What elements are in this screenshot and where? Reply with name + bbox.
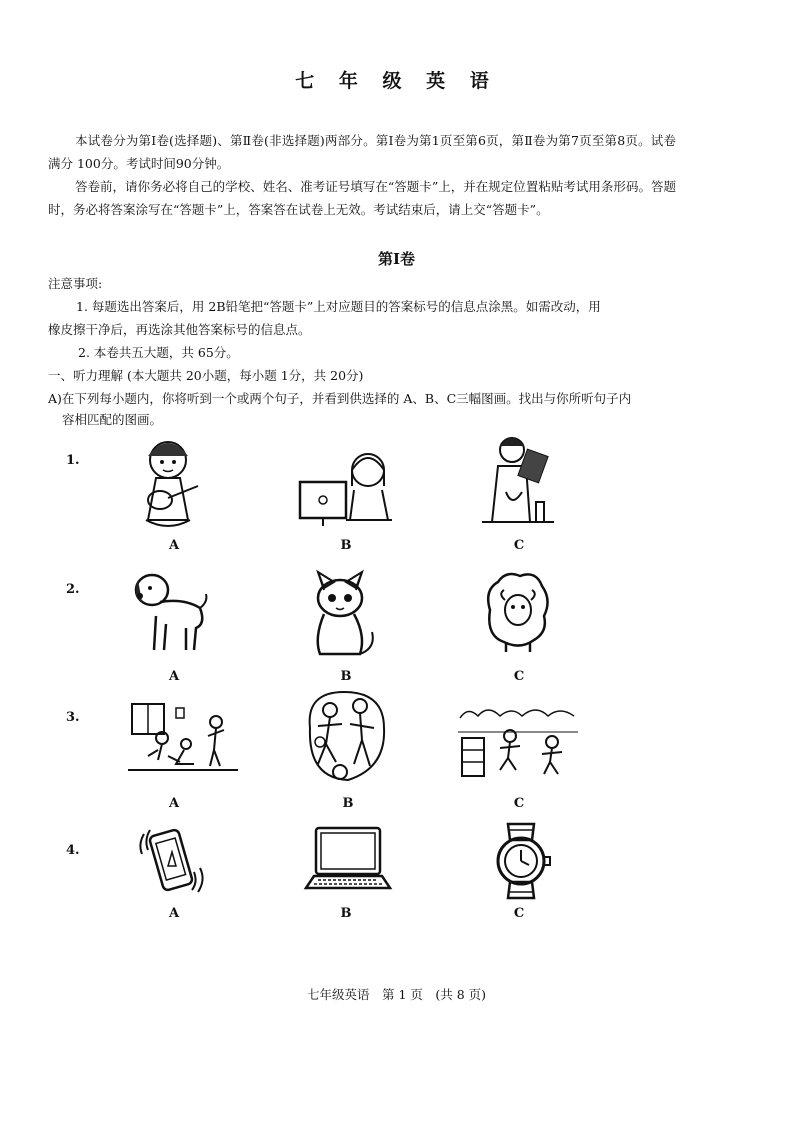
question-number: 4. <box>66 843 80 858</box>
woman-cooking-icon <box>478 432 558 531</box>
girl-guitar-icon <box>128 432 208 536</box>
option-label: C <box>513 538 525 553</box>
page-title: 七 年 级 英 语 <box>295 70 498 92</box>
kids-park-icon <box>458 702 578 782</box>
option-label: A <box>168 796 180 811</box>
option-label: B <box>340 669 352 684</box>
option-label: A <box>168 669 180 684</box>
part1-instruction-line-2: 容相匹配的图画。 <box>62 412 163 427</box>
kids-playing-ball-icon <box>300 688 390 788</box>
option-label: C <box>513 906 525 921</box>
section-title: 第Ⅰ卷 <box>377 250 416 268</box>
dog-icon <box>130 568 210 662</box>
part1-heading: 一、听力理解 (本大题共 20小题，每小题 1分，共 20分) <box>48 368 364 383</box>
option-label: B <box>340 906 352 921</box>
mobile-phone-icon <box>136 822 212 902</box>
sheep-icon <box>480 570 552 660</box>
option-label: C <box>513 669 525 684</box>
laptop-icon <box>302 824 394 898</box>
notes-item-1-line-2: 橡皮擦干净后，再选涂其他答案标号的信息点。 <box>48 322 311 337</box>
option-label: A <box>168 538 180 553</box>
question-number: 1. <box>66 453 80 468</box>
notes-heading: 注意事项: <box>48 276 103 291</box>
option-label: C <box>513 796 525 811</box>
cat-icon <box>306 568 376 664</box>
question-number: 3. <box>66 710 80 725</box>
question-number: 2. <box>66 582 80 597</box>
notes-item-1-line-1: 1. 每题选出答案后，用 2B铅笔把“答题卡”上对应题目的答案标号的信息点涂黑。如需改动，用 <box>76 299 601 314</box>
watch-icon <box>488 820 554 906</box>
intro-paragraph-2: 答卷前，请你务必将自己的学校、姓名、准考证号填写在“答题卡”上，并在规定位置粘贴考试用条形码。答题时，务必将答案涂写在“答题卡”上，答案答在试卷上无效。考试结束后，请上交“答题卡”。 <box>48 179 676 217</box>
page-footer: 七年级英语 第 1 页 (共 8 页) <box>306 987 487 1002</box>
kids-classroom-icon <box>128 700 238 776</box>
option-label: B <box>340 538 352 553</box>
intro-paragraph-1: 本试卷分为第Ⅰ卷(选择题)、第Ⅱ卷(非选择题)两部分。第Ⅰ卷为第1页至第6页，第Ⅱ卷为第7页至第8页。试卷满分 100分。考试时间90分钟。 <box>48 133 676 171</box>
girl-computer-icon <box>296 450 396 534</box>
option-label: A <box>168 906 180 921</box>
part1-instruction-line-1: A)在下列每小题内，你将听到一个或两个句子，并看到供选择的 A、B、C三幅图画。找出与你所听句子内 <box>48 391 632 406</box>
notes-item-2: 2. 本卷共五大题，共 65分。 <box>78 345 239 360</box>
option-label: B <box>342 796 354 811</box>
